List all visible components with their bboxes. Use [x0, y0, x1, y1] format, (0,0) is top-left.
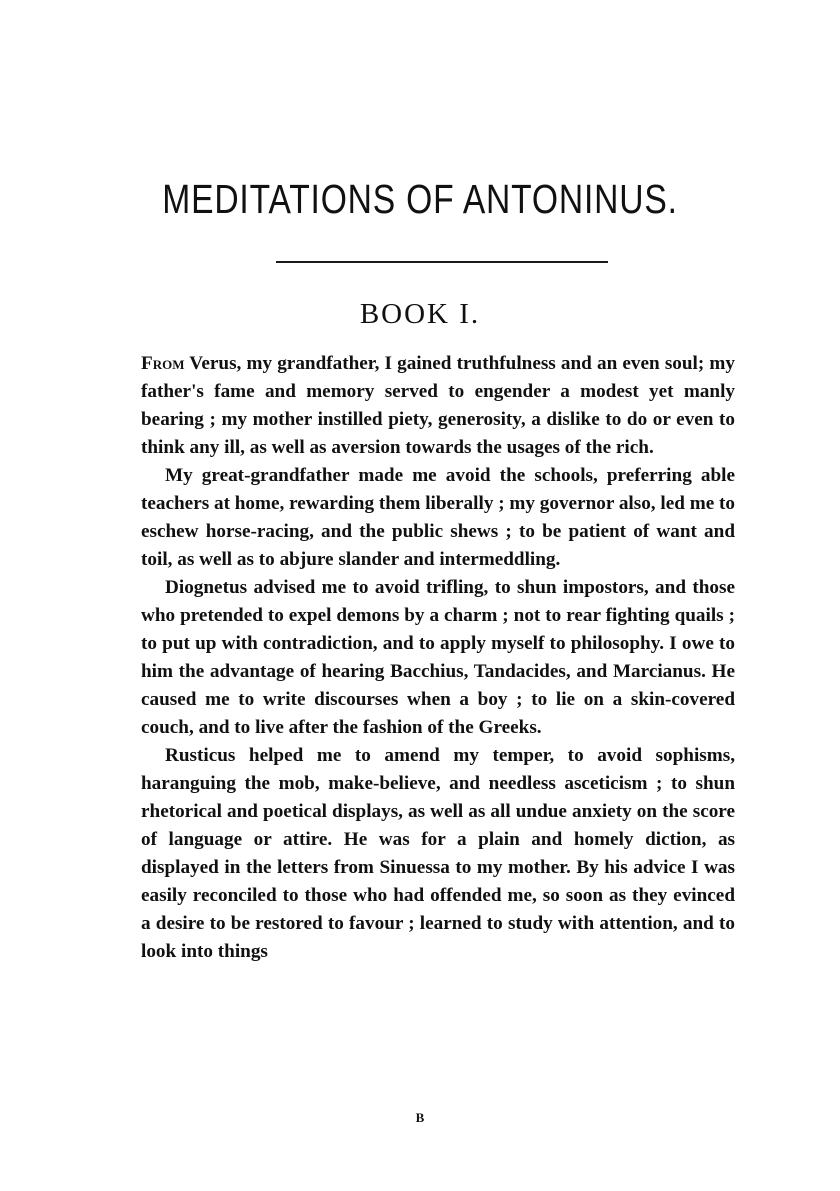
paragraph-lead-word: From [141, 353, 185, 374]
body-text [141, 350, 735, 966]
paragraph-text: Verus, my grandfather, I gained truthfulness and an even soul; my father's fame and memory served to engender a modest yet manly bearing ; my mother instilled piety, generosity, a dislike to do or even to think any ill, as well as aversion towards the usages of the rich. [141, 353, 735, 458]
book-heading: BOOK I. [359, 298, 481, 330]
paragraph-4: Rusticus helped me to amend my temper, to avoid sophisms, haranguing the mob, make-believe, and needless asceticism ; to shun rhetorical and poetical displays, as well as all undue anxiety on the score of language or attire. He was for a plain and homely diction, as displayed in the letters from Sinuessa to my mother. By his advice I was easily reconciled to those who had offended me, so soon as they evinced a desire to be restored to favour ; learned to study with attention, and to look into things [141, 745, 735, 962]
paragraph-2: My great-grandfather made me avoid the schools, preferring able teachers at home, rewarding them liberally ; my governor also, led me to eschew horse-racing, and the public shews ; to be patient of want and toil, as well as to abjure slander and intermeddling. [141, 465, 735, 570]
title-rule [276, 261, 608, 263]
paragraph-3: Diognetus advised me to avoid trifling, to shun impostors, and those who pretended to expel demons by a charm ; not to rear fighting quails ; to put up with contradiction, and to apply myself to philosophy. I owe to him the advantage of hearing Bacchius, Tandacides, and Marcianus. He caused me to write discourses when a boy ; to lie on a skin-covered couch, and to live after the fashion of the Greeks. [141, 577, 735, 738]
paragraph-1 [141, 350, 735, 462]
page-title: MEDITATIONS OF ANTONINUS. [162, 176, 678, 222]
signature-mark: B [415, 1110, 425, 1125]
